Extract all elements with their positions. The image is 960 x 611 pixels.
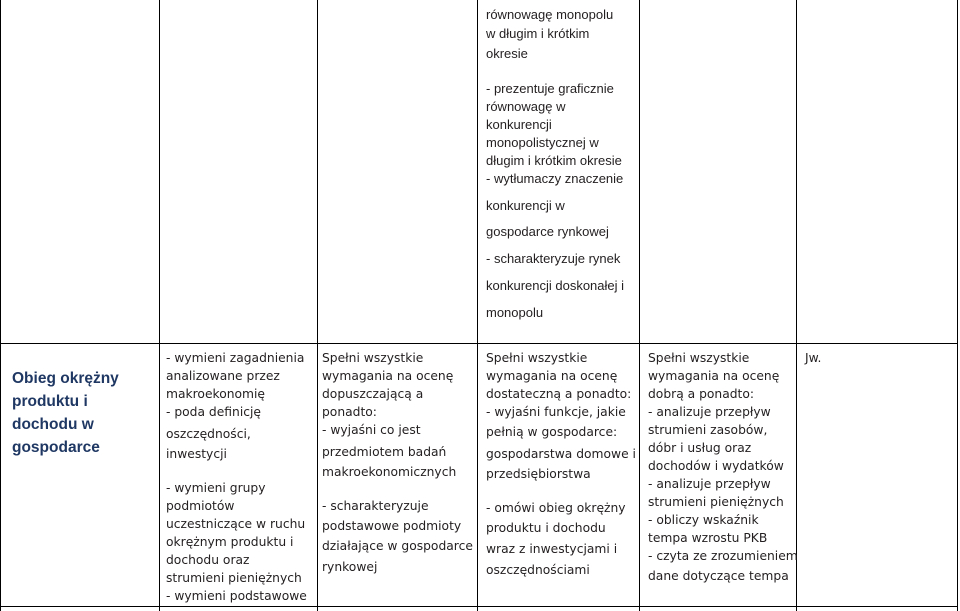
cell-text-line: - omówi obieg okrężny <box>486 501 626 515</box>
cell-text-line: okresie <box>486 46 528 61</box>
cell-text-line: podmiotów <box>166 499 235 513</box>
cell-text-line: dóbr i usług oraz <box>648 441 752 455</box>
topic-title-line: produktu i <box>12 393 88 410</box>
column-divider <box>0 0 1 611</box>
cell-requirements-good <box>486 344 638 606</box>
column-divider <box>317 0 318 611</box>
column-divider <box>159 0 160 611</box>
cell-text-line: tempa wzrostu PKB <box>648 531 768 545</box>
cell-text-line: strumieni pieniężnych <box>166 571 302 585</box>
cell-text-line: równowagę w <box>486 99 566 114</box>
column-divider <box>477 0 478 611</box>
cell-text-line: monopolistycznej w <box>486 135 599 150</box>
row-divider <box>0 606 958 607</box>
cell-text-line: konkurencji w <box>486 198 565 213</box>
cell-text-line: Jw. <box>805 351 822 365</box>
cell-text-line: wymagania na ocenę <box>486 369 618 383</box>
cell-text-line: przedmiotem badań <box>322 445 447 459</box>
cell-text-line: makroekonomię <box>166 387 265 401</box>
cell-text-line: dostateczną a ponadto: <box>486 387 632 401</box>
cell-text-line: rynkowej <box>322 560 378 574</box>
column-divider <box>957 0 958 611</box>
cell-text-line: makroekonomicznych <box>322 465 457 479</box>
cell-text-line: przedsiębiorstwa <box>486 467 591 481</box>
cell-text-line: Spełni wszystkie <box>486 351 588 365</box>
cell-text-line: pełnią w gospodarce: <box>486 425 618 439</box>
cell-text-line: okrężnym produktu i <box>166 535 294 549</box>
cell-text-line: ponadto: <box>322 405 377 419</box>
cell-text-line: - wyjaśni co jest <box>322 423 421 437</box>
cell-text-line: dobrą a ponadto: <box>648 387 755 401</box>
cell-requirements-excellent <box>805 344 955 606</box>
cell-text-line: - wymieni zagadnienia <box>166 351 305 365</box>
cell-topic <box>8 344 158 606</box>
cell-text-line: - scharakteryzuje <box>322 499 429 513</box>
cell-requirements-sufficient <box>322 344 474 606</box>
cell-text-line: działające w gospodarce <box>322 539 473 553</box>
cell-text-line: dochodu oraz <box>166 553 250 567</box>
cell-text-line: podstawowe podmioty <box>322 519 462 533</box>
cell-text-line: dane dotyczące tempa <box>648 569 789 583</box>
cell-text-line: w długim i krótkim <box>486 26 590 41</box>
cell-text-line: uczestniczące w ruchu <box>166 517 306 531</box>
cell-text-line: - scharakteryzuje rynek <box>486 251 621 266</box>
cell-text-line: wymagania na ocenę <box>648 369 780 383</box>
cell-text-line: - prezentuje graficznie <box>486 81 614 96</box>
cell-text-line: - analizuje przepływ <box>648 405 771 419</box>
cell-top-good <box>486 0 636 343</box>
cell-text-line: Spełni wszystkie <box>648 351 750 365</box>
cell-text-line: Spełni wszystkie <box>322 351 424 365</box>
topic-title-line: Obieg okrężny <box>12 370 119 387</box>
cell-text-line: - wymieni grupy <box>166 481 266 495</box>
cell-text-line: oszczędności, <box>166 427 251 441</box>
cell-text-line: - obliczy wskaźnik <box>648 513 759 527</box>
cell-text-line: oszczędnościami <box>486 563 590 577</box>
column-divider <box>796 0 797 611</box>
column-divider <box>639 0 640 611</box>
cell-requirements-very-good <box>648 344 796 606</box>
cell-text-line: dochodów i wydatków <box>648 459 784 473</box>
cell-text-line: inwestycji <box>166 447 227 461</box>
cell-text-line: produktu i dochodu <box>486 521 606 535</box>
cell-text-line: długim i krótkim okresie <box>486 153 622 168</box>
cell-text-line: konkurencji doskonałej i <box>486 278 625 293</box>
topic-title-line: dochodu w <box>12 416 94 433</box>
cell-text-line: konkurencji <box>486 117 552 132</box>
cell-text-line: gospodarce rynkowej <box>486 224 609 239</box>
cell-text-line: równowagę monopolu <box>486 7 614 22</box>
cell-text-line: - wymieni podstawowe <box>166 589 307 603</box>
cell-text-line: gospodarstwa domowe i <box>486 447 636 461</box>
cell-text-line: monopolu <box>486 305 544 320</box>
cell-text-line: wymagania na ocenę <box>322 369 454 383</box>
cell-text-line: - wyjaśni funkcje, jakie <box>486 405 626 419</box>
cell-requirements-basic <box>166 344 316 606</box>
cell-text-line: wraz z inwestycjami i <box>486 542 618 556</box>
cell-text-line: - wytłumaczy znaczenie <box>486 171 624 186</box>
cell-text-line: - analizuje przepływ <box>648 477 771 491</box>
cell-text-line: strumieni zasobów, <box>648 423 768 437</box>
cell-text-line: analizowane przez <box>166 369 280 383</box>
cell-text-line: dopuszczającą a <box>322 387 424 401</box>
cell-text-line: - czyta ze zrozumieniem <box>648 549 798 563</box>
cell-text-line: strumieni pieniężnych <box>648 495 784 509</box>
topic-title-line: gospodarce <box>12 439 100 456</box>
cell-text-line: - poda definicję <box>166 405 261 419</box>
